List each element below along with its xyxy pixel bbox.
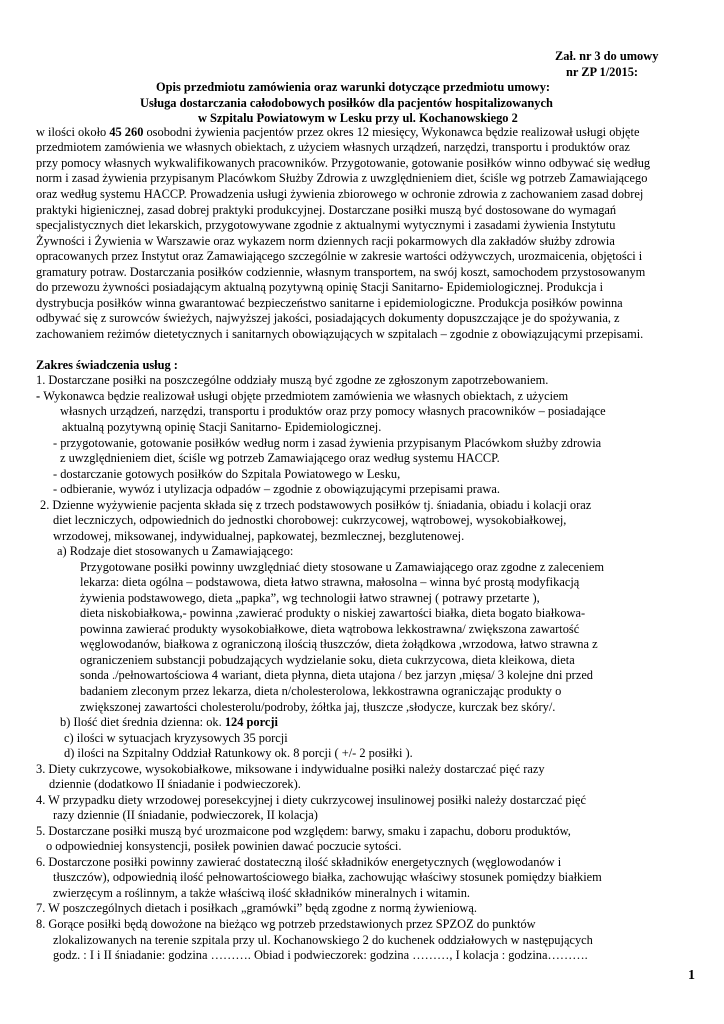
scope-item-1b-cont: z uwzględnieniem diet, ściśle wg potrzeb Zamawiającego oraz według systemu HACCP. — [60, 451, 500, 465]
intro-line: oraz według systemu HACCP. Prowadzenia usługi żywienia zbiorowego w ochronie zdrowia z zachowaniem zasad dobrej — [36, 187, 644, 201]
intro-line: przedmiotem zamówienia we własnych obiektach, z użyciem własnych urządzeń, narzędzi, transportu i produktów oraz — [36, 140, 630, 155]
diet-line: lekarza: dieta ogólna – podstawowa, dieta łatwo strawna, małosolna – winna być prostą modyfikacją — [80, 575, 580, 590]
intro-line: Żywności i Żywienia w Warszawie oraz wykazem norm dziennych racji pokarmowych dla zakładów służby zdrowia — [36, 233, 615, 248]
scope-item-3: 3. Diety cukrzycowe, wysokobiałkowe, miksowane i indywidualne posiłki należy dostarczać pięć razy — [36, 761, 545, 776]
intro-line: do przewozu żywności posiadającym aktualną pozytywną opinię Stacji Sanitarno- Epidemiologicznej. Produkcja i — [36, 280, 604, 295]
meal-days-count: 45 260 — [109, 124, 144, 139]
crisis-portions: c) ilości w sytuacjach kryzysowych 35 porcji — [64, 730, 288, 745]
er-portions: d) ilości na Szpitalny Oddział Ratunkowy ok. 8 porcji ( +/- 2 posiłki ). — [64, 746, 413, 761]
diet-types-title: a) Rodzaje diet stosowanych u Zamawiającego: — [57, 544, 294, 559]
scope-item-8-hours: godz. : I i II śniadanie: godzina ………. Obiad i podwieczorek: godzina ………, I kolacja : godzina………. — [53, 948, 588, 962]
diet-count-value: 124 porcji — [224, 715, 278, 729]
intro-line: gramatury potraw. Dostarczania posiłków codziennie, własnym transportem, na swój koszt, samochodem przystosowanym — [36, 264, 646, 279]
scope-item-1d: - odbieranie, wywóz i utylizacja odpadów – zgodnie z obowiązującymi przepisami prawa. — [53, 482, 500, 497]
scope-item-1a — [36, 389, 568, 404]
intro-text: w ilości około — [36, 124, 110, 139]
doc-title-line3: w Szpitalu Powiatowym w Lesku przy ul. Kochanowskiego 2 — [198, 111, 518, 126]
scope-item-1c: - dostarczanie gotowych posiłków do Szpitala Powiatowego w Lesku, — [53, 466, 401, 481]
intro-line: odbywać się z surowców świeżych, najwyższej jakości, posiadających dokumenty dopuszczające je do spożywania, z — [36, 311, 620, 326]
page-number: 1 — [688, 968, 695, 983]
intro-text: osobodni żywienia pacjentów przez okres 12 miesięcy, Wykonawca będzie realizował usługi objęte — [143, 124, 640, 139]
scope-item-6: 6. Dostarczone posiłki powinny zawierać dostateczną ilość składników energetycznych (węglowodanów i — [36, 854, 562, 869]
scope-item-7: 7. W poszczególnych dietach i posiłkach „gramówki” będą zgodne z normą żywieniową. — [36, 901, 477, 916]
diet-line: ograniczeniem substancji pobudzających wydzielanie soku, dieta cukrzycowa, dieta kleikowa, dieta — [80, 652, 575, 667]
intro-line: opracowanych przez Instytut oraz Zamawiającego szczególnie w zakresie wartości odżywczych, urozmaicenia, objętości i — [36, 249, 643, 264]
scope-item-6-cont: tłuszczów), odpowiednią ilość pełnowartościowego białka, zachowując właściwy stosunek pomiędzy białkiem — [53, 870, 602, 885]
scope-item-5: 5. Dostarczane posiłki muszą być urozmaicone pod względem: barwy, smaku i zapachu, doboru produktów, — [36, 823, 571, 838]
diet-line: dieta niskobiałkowa,- powinna ,zawierać produkty o niskiej zawartości białka, dieta bogato białkowa- — [80, 606, 586, 621]
attachment-number: Zał. nr 3 do umowy — [555, 49, 659, 63]
diet-line: węglowodanów, białkowa z ograniczoną ilością tłuszczów, dieta żołądkowa ,wrzodowa, łatwo strawna z — [80, 637, 598, 652]
diet-count-line — [60, 715, 278, 730]
scope-item-1: 1. Dostarczane posiłki na poszczególne oddziały muszą być zgodne ze zgłoszonym zapotrzebowaniem. — [36, 373, 549, 388]
diet-line: powinna zawierać produkty wysokobiałkowe, dieta wątrobowa lekkostrawna/ zwiększona zawartość — [80, 621, 580, 636]
scope-item-8-cont: zlokalizowanych na terenie szpitala przy ul. Kochanowskiego 2 do kuchenek oddziałowych w następujących — [53, 932, 593, 947]
scope-item-1a-cont: własnych urządzeń, narzędzi, transportu i produktów oraz przy pomocy własnych pracowników – posiadające — [60, 404, 606, 419]
intro-line: praktyki higienicznej, zasad dobrej praktyki produkcyjnej. Dostarczane posiłki muszą być dostosowane do wymagań — [36, 202, 617, 217]
intro-line: dystrybucja posiłków winna gwarantować bezpieczeństwo sanitarne i epidemiologiczne. Produkcja posiłków powinna — [36, 295, 623, 310]
diet-line: zwiększonej zawartości cholesterolu/podroby, żółtka jaj, tłuszcze ,słodycze, kurczak bez skóry/. — [80, 699, 556, 714]
scope-item-8: 8. Gorące posiłki będą dowożone na bieżąco wg potrzeb przedstawionych przez SPZOZ do punktów — [36, 916, 536, 931]
diet-line: sonda ./pełnowartościowa 4 wariant, dieta płynna, dieta utajona / bez jarzyn ,mięsa/ 3 kolejne dni przed — [80, 668, 594, 683]
scope-item-4: 4. W przypadku diety wrzodowej poresekcyjnej i diety cukrzycowej insulinowej posiłki należy dostarczać pięć — [36, 792, 587, 807]
scope-item-6-cont: zwierzęcym a roślinnym, a także właściwą ilość składników mineralnych i witamin. — [53, 885, 471, 900]
scope-item-1a-cont: aktualną pozytywną opinię Stacji Sanitarno- Epidemiologicznej. — [62, 419, 382, 434]
scope-item-2: 2. Dzienne wyżywienie pacjenta składa się z trzech podstawowych posiłków tj. śniadania, obiadu i kolacji oraz — [40, 497, 592, 512]
diet-line: żywienia podstawowego, dieta „papka”, wg technologii łatwo strawnej ( potrawy przetarte ), — [80, 590, 540, 605]
diet-line: badaniem zleconym przez lekarza, dieta n/cholesterolowa, lekkostrawna ograniczając produkty o — [80, 684, 562, 698]
intro-line — [36, 125, 639, 140]
tender-number: nr ZP 1/2015: — [566, 64, 639, 79]
diet-count-label: b) Ilość diet średnia dzienna: ok. — [60, 715, 225, 729]
doc-title-line1: Opis przedmiotu zamówienia oraz warunki dotyczące przedmiotu umowy: — [156, 80, 551, 95]
scope-item-2-cont: wrzodowej, miksowanej, indywidualnej, papkowatej, bezmlecznej, bezglutenowej. — [53, 528, 465, 543]
intro-line: norm i zasad żywienia przypisanym Placówkom Służby Zdrowia z uwzględnieniem diet, ściśle wg potrzeb Zamawiającego — [36, 171, 648, 186]
intro-line: specjalistycznych diet lekarskich, przygotowywane zgodnie z aktualnymi wytycznymi i zasadami żywienia Instytutu — [36, 218, 616, 232]
intro-line: zachowaniem reżimów dietetycznych i sanitarnych obowiązujących w szpitalach – zgodnie z obowiązującymi przepisami. — [36, 326, 644, 341]
scope-item-5-cont: o odpowiedniej konsystencji, posiłek powinien dawać poczucie sytości. — [46, 839, 402, 854]
scope-item-1b: - przygotowanie, gotowanie posiłków według norm i zasad żywienia przypisanym Placówkom służby zdrowia — [53, 435, 602, 450]
intro-line: przy pomocy własnych wykwalifikowanych pracowników. Przygotowanie, gotowanie posiłków winno odbywać się według — [36, 155, 651, 170]
dash-marker: - — [36, 388, 44, 403]
scope-item-2-cont: diet leczniczych, odpowiednich do jednostki chorobowej: cukrzycowej, wątrobowej, wysokobiałkowej, — [53, 513, 567, 528]
scope-text: Wykonawca będzie realizował usługi objęte przedmiotem zamówienia we własnych obiektach, z użyciem — [43, 388, 569, 403]
diet-line: Przygotowane posiłki powinny uwzględniać diety stosowane u Zamawiającego oraz zgodne z zaleceniem — [80, 559, 605, 574]
scope-heading: Zakres świadczenia usług : — [36, 357, 178, 372]
scope-item-4-cont: razy dziennie (II śniadanie, podwieczorek, II kolacja) — [53, 808, 318, 823]
scope-item-3-cont: dziennie (dodatkowo II śniadanie i podwieczorek). — [49, 777, 301, 792]
doc-title-line2: Usługa dostarczania całodobowych posiłków dla pacjentów hospitalizowanych — [140, 95, 553, 110]
